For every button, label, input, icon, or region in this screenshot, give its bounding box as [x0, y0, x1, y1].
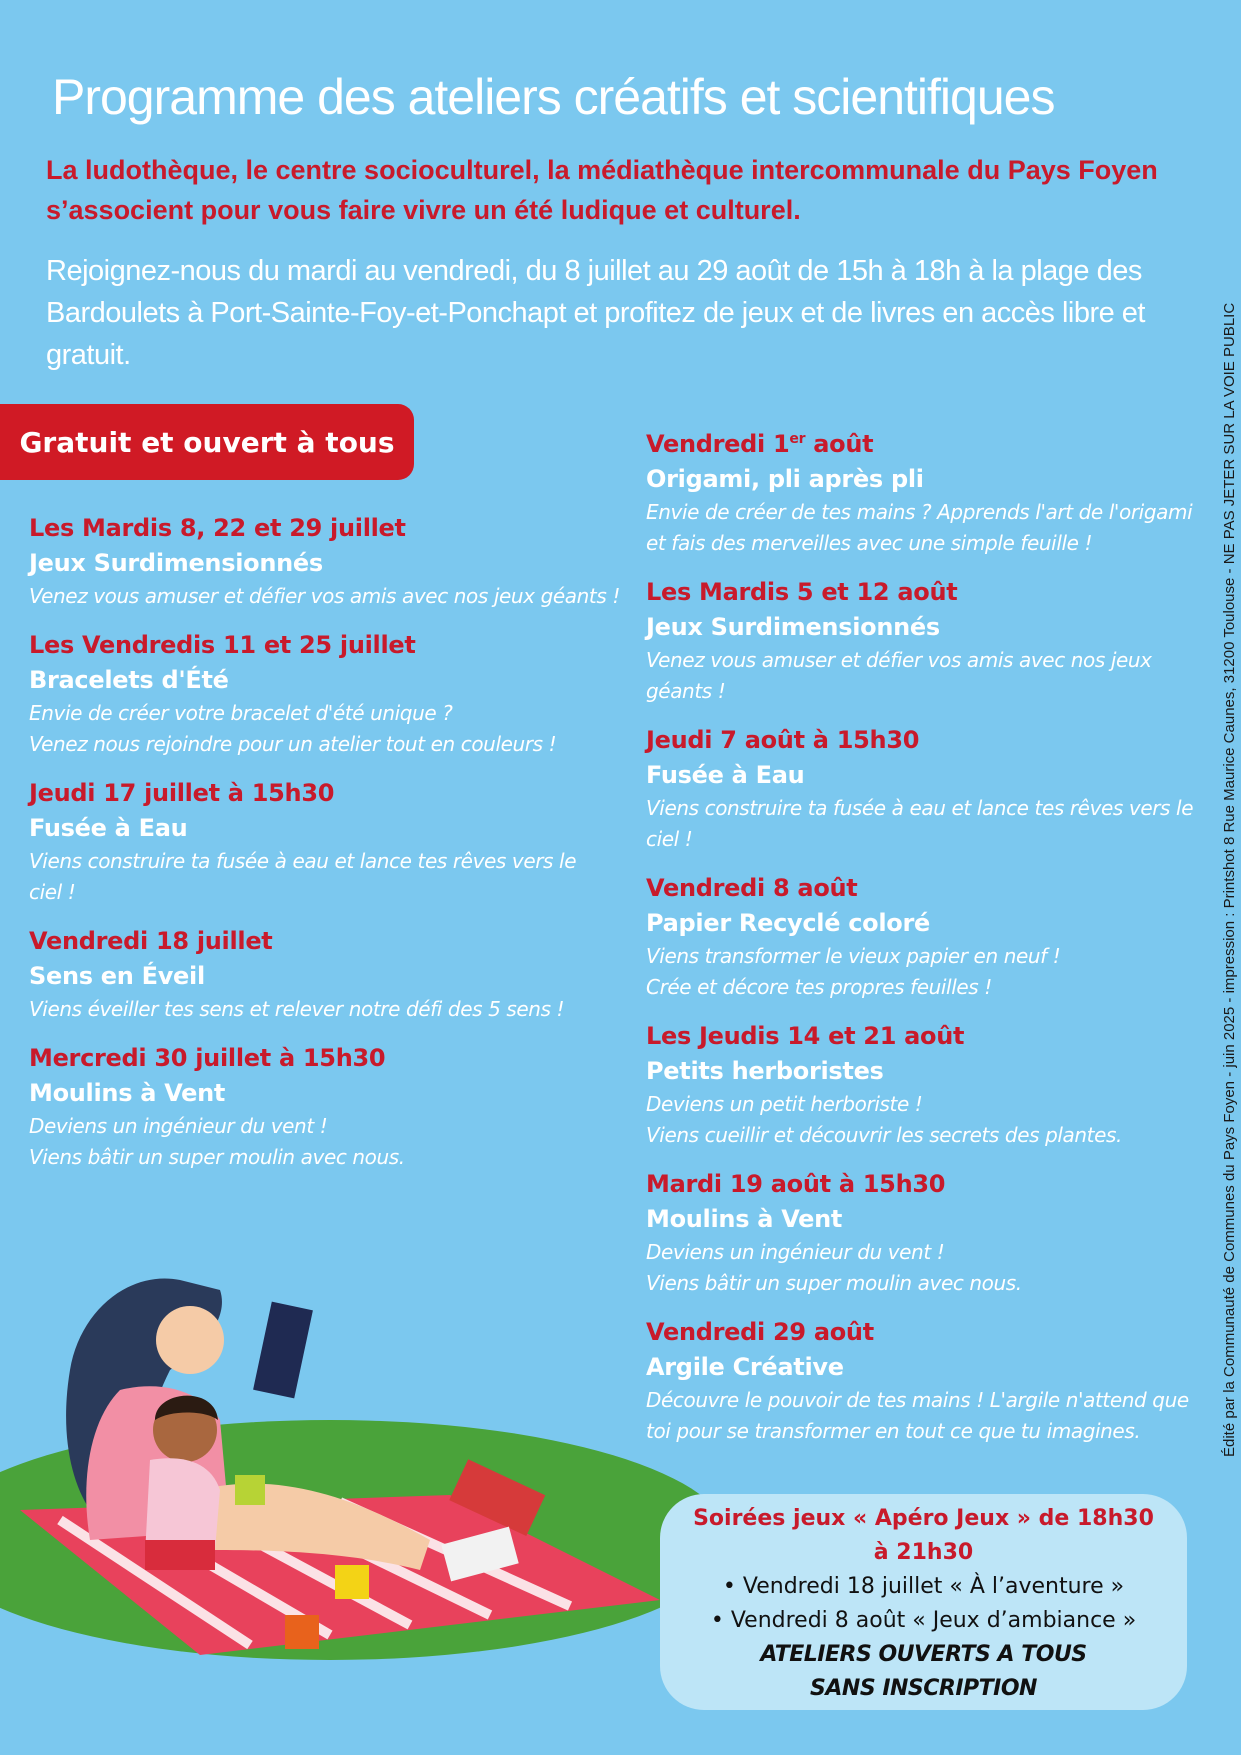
toy-block-icon: [335, 1565, 369, 1599]
event-title: Moulins à Vent: [29, 1079, 226, 1107]
event-item: [646, 1167, 1206, 1299]
event-description: [29, 698, 629, 760]
event-description: Venez vous amuser et défier vos amis avec nos jeux géants !: [29, 584, 620, 608]
event-description: [646, 1237, 1206, 1299]
mother-head: [156, 1306, 224, 1374]
event-description-line: Viens bâtir un super moulin avec nous.: [646, 1271, 1022, 1295]
event-item: [646, 871, 1206, 1003]
apero-title: Soirées jeux « Apéro Jeux » de 18h30 à 21h30: [693, 1506, 1154, 1565]
event-item: [29, 924, 629, 1025]
event-item: [29, 776, 629, 908]
intro-partners: La ludothèque, le centre socioculturel, la médiathèque intercommunale du Pays Foyen s’associent pour vous faire vivre un été ludique et culturel.: [46, 155, 1158, 225]
event-date-month: août: [805, 430, 874, 458]
event-date: Jeudi 7 août à 15h30: [646, 726, 920, 754]
event-description: Viens construire ta fusée à eau et lance tes rêves vers le ciel !: [29, 849, 577, 904]
event-description: Viens construire ta fusée à eau et lance tes rêves vers le ciel !: [646, 796, 1194, 851]
toy-block-icon: [285, 1615, 319, 1649]
event-date: Mercredi 30 juillet à 15h30: [29, 1044, 386, 1072]
event-title: Moulins à Vent: [646, 1205, 843, 1233]
event-item: [646, 1315, 1206, 1447]
event-date: [646, 422, 1206, 461]
apero-jeux-box: [660, 1494, 1187, 1710]
event-description: Viens éveiller tes sens et relever notre défi des 5 sens !: [29, 997, 565, 1021]
event-date: Les Jeudis 14 et 21 août: [646, 1022, 965, 1050]
event-description-line: Viens cueillir et découvrir les secrets des plantes.: [646, 1123, 1122, 1147]
event-item: [29, 628, 629, 760]
apero-note-line: SANS INSCRIPTION: [810, 1676, 1037, 1701]
event-item: [29, 1041, 629, 1173]
event-description-line: Envie de créer votre bracelet d'été unique ?: [29, 701, 453, 725]
event-description-line: Crée et décore tes propres feuilles !: [646, 975, 992, 999]
event-date-sup: er: [789, 431, 806, 447]
left-column: [29, 511, 629, 1189]
event-item: [646, 575, 1206, 707]
event-description: [646, 941, 1206, 1003]
event-title: Fusée à Eau: [29, 814, 188, 842]
event-description: Venez vous amuser et défier vos amis avec nos jeux géants !: [646, 648, 1152, 703]
event-title: Jeux Surdimensionnés: [646, 613, 940, 641]
event-item: [646, 422, 1206, 559]
event-description: [646, 1089, 1206, 1151]
event-item: [29, 511, 629, 612]
event-item: [646, 1019, 1206, 1151]
apero-note-line: ATELIERS OUVERTS A TOUS: [760, 1642, 1087, 1667]
toy-block-icon: [235, 1475, 265, 1505]
event-item: [646, 723, 1206, 855]
event-title: Origami, pli après pli: [646, 465, 924, 493]
event-date: Les Vendredis 11 et 25 juillet: [29, 631, 416, 659]
event-description-line: Viens transformer le vieux papier en neuf !: [646, 944, 1061, 968]
event-title: Argile Créative: [646, 1353, 844, 1381]
event-description-line: Deviens un ingénieur du vent !: [29, 1114, 328, 1138]
event-date: Les Mardis 8, 22 et 29 juillet: [29, 514, 406, 542]
right-column: [646, 422, 1206, 1463]
apero-date-item: • Vendredi 18 juillet « À l’aventure »: [722, 1574, 1125, 1599]
event-title: Jeux Surdimensionnés: [29, 549, 323, 577]
event-date: Les Mardis 5 et 12 août: [646, 578, 958, 606]
event-description-line: Viens bâtir un super moulin avec nous.: [29, 1145, 405, 1169]
event-description-line: Venez nous rejoindre pour un atelier tout en couleurs !: [29, 732, 557, 756]
event-date: Mardi 19 août à 15h30: [646, 1170, 946, 1198]
event-title: Petits herboristes: [646, 1057, 884, 1085]
intro-details: Rejoignez-nous du mardi au vendredi, du 8 juillet au 29 août de 15h à 18h à la plage des Bardoulets à Port-Sainte-Foy-et-Ponchapt et profitez de jeux et de livres en accès libre et gratuit.: [46, 255, 1145, 371]
event-description-line: Deviens un ingénieur du vent !: [646, 1240, 945, 1264]
apero-date-item: • Vendredi 8 août « Jeux d’ambiance »: [710, 1608, 1137, 1633]
child-shorts: [145, 1540, 215, 1570]
event-description: [29, 1111, 629, 1173]
event-date: Vendredi 18 juillet: [29, 927, 273, 955]
book-icon: [253, 1302, 313, 1399]
event-date: Jeudi 17 juillet à 15h30: [29, 779, 335, 807]
event-date: Vendredi 29 août: [646, 1318, 874, 1346]
page-title: Programme des ateliers créatifs et scientifiques: [52, 69, 1055, 125]
event-title: Fusée à Eau: [646, 761, 805, 789]
event-description-line: Deviens un petit herboriste !: [646, 1092, 923, 1116]
event-date-day: Vendredi 1: [646, 430, 790, 458]
event-description: Envie de créer de tes mains ? Apprends l'art de l'origami et fais des merveilles avec une simple feuille !: [646, 500, 1193, 555]
free-badge: Gratuit et ouvert à tous: [0, 404, 414, 480]
event-title: Papier Recyclé coloré: [646, 909, 930, 937]
event-date: Vendredi 8 août: [646, 874, 858, 902]
publisher-note: Édité par la Communauté de Communes du Pays Foyen - juin 2025 - impression : Printshot 8 Rue Maurice Caunes, 31200 Toulouse - NE PAS JETER SUR LA VOIE PUBLIC: [1221, 302, 1238, 1458]
event-title: Sens en Éveil: [29, 962, 205, 990]
picnic-illustration: [0, 1250, 700, 1670]
event-title: Bracelets d'Été: [29, 666, 229, 694]
event-description: Découvre le pouvoir de tes mains ! L'argile n'attend que toi pour se transformer en tout ce que tu imagines.: [646, 1388, 1189, 1443]
